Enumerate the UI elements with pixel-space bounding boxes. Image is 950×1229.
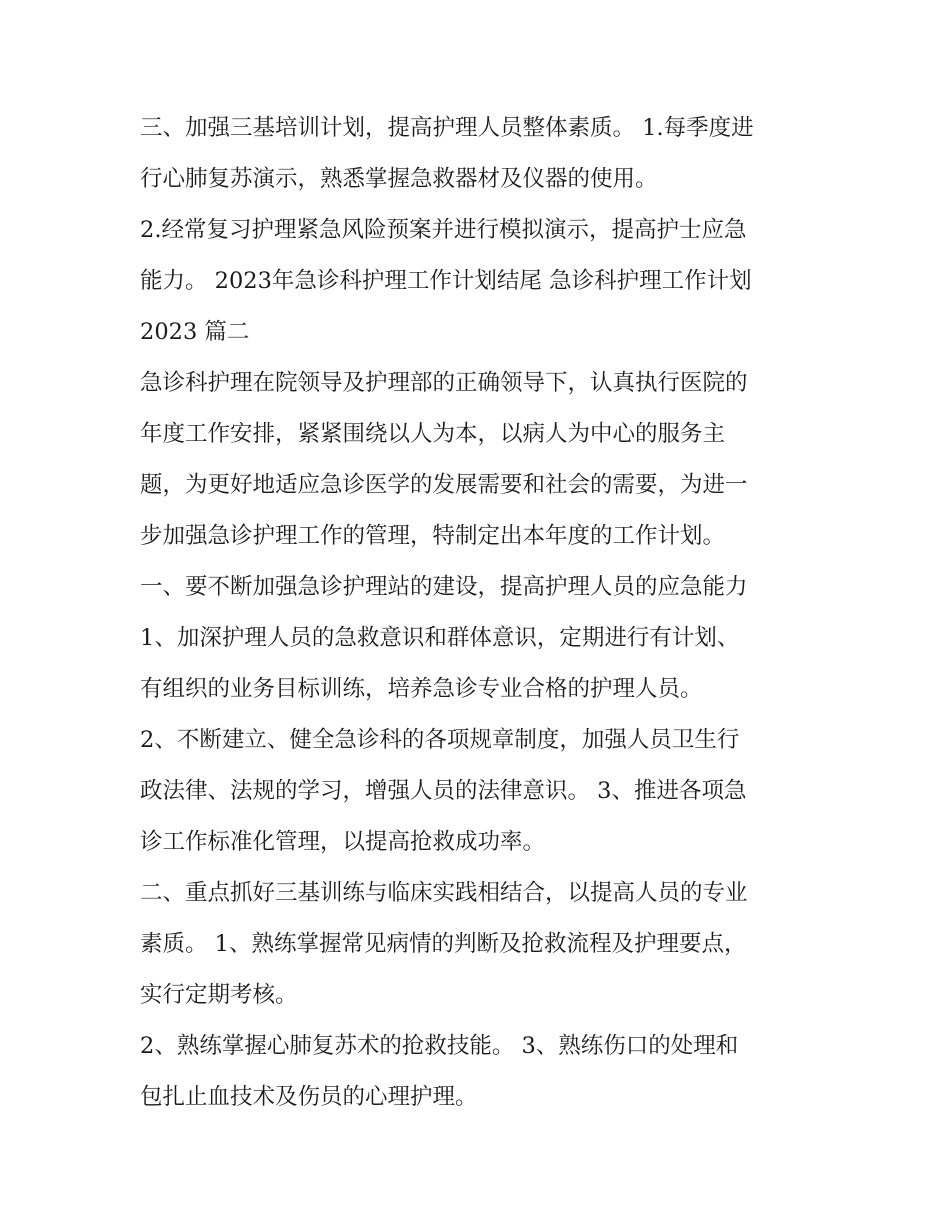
text-line: 2023 篇二 [140,319,250,345]
text-line: 题，为更好地适应急诊医学的发展需要和社会的需要，为进一 [140,472,748,498]
text-line: 有组织的业务目标训练，培养急诊专业合格的护理人员。 [140,676,703,702]
text-line: 三、加强三基培训计划，提高护理人员整体素质。 1.每季度进 [140,115,754,141]
text-line: 能力。 2023年急诊科护理工作计划结尾 急诊科护理工作计划 [140,268,752,294]
text-line: 2、不断建立、健全急诊科的各项规章制度，加强人员卫生行 [140,727,740,753]
text-line: 包扎止血技术及伤员的心理护理。 [140,1084,478,1110]
text-line: 素质。 1、熟练掌握常见病情的判断及抢救流程及护理要点， [140,931,747,957]
text-line: 政法律、法规的学习，增强人员的法律意识。 3、推进各项急 [140,778,747,804]
text-line: 1、加深护理人员的急救意识和群体意识，定期进行有计划、 [140,625,740,651]
text-line: 二、重点抓好三基训练与临床实践相结合，以提高人员的专业 [140,880,748,906]
document-body [140,103,812,1123]
text-line: 实行定期考核。 [140,982,298,1008]
text-line: 年度工作安排，紧紧围绕以人为本，以病人为中心的服务主 [140,421,726,447]
text-line: 诊工作标准化管理，以提高抢救成功率。 [140,829,546,855]
text-line: 急诊科护理在院领导及护理部的正确领导下，认真执行医院的 [140,370,748,396]
text-line: 行心肺复苏演示，熟悉掌握急救器材及仪器的使用。 [140,166,658,192]
text-line: 2、熟练掌握心肺复苏术的抢救技能。 3、熟练伤口的处理和 [140,1033,739,1059]
text-line: 一、要不断加强急诊护理站的建设，提高护理人员的应急能力 [140,574,748,600]
text-line: 2.经常复习护理紧急风险预案并进行模拟演示，提高护士应急 [140,217,747,243]
text-line: 步加强急诊护理工作的管理，特制定出本年度的工作计划。 [140,523,726,549]
